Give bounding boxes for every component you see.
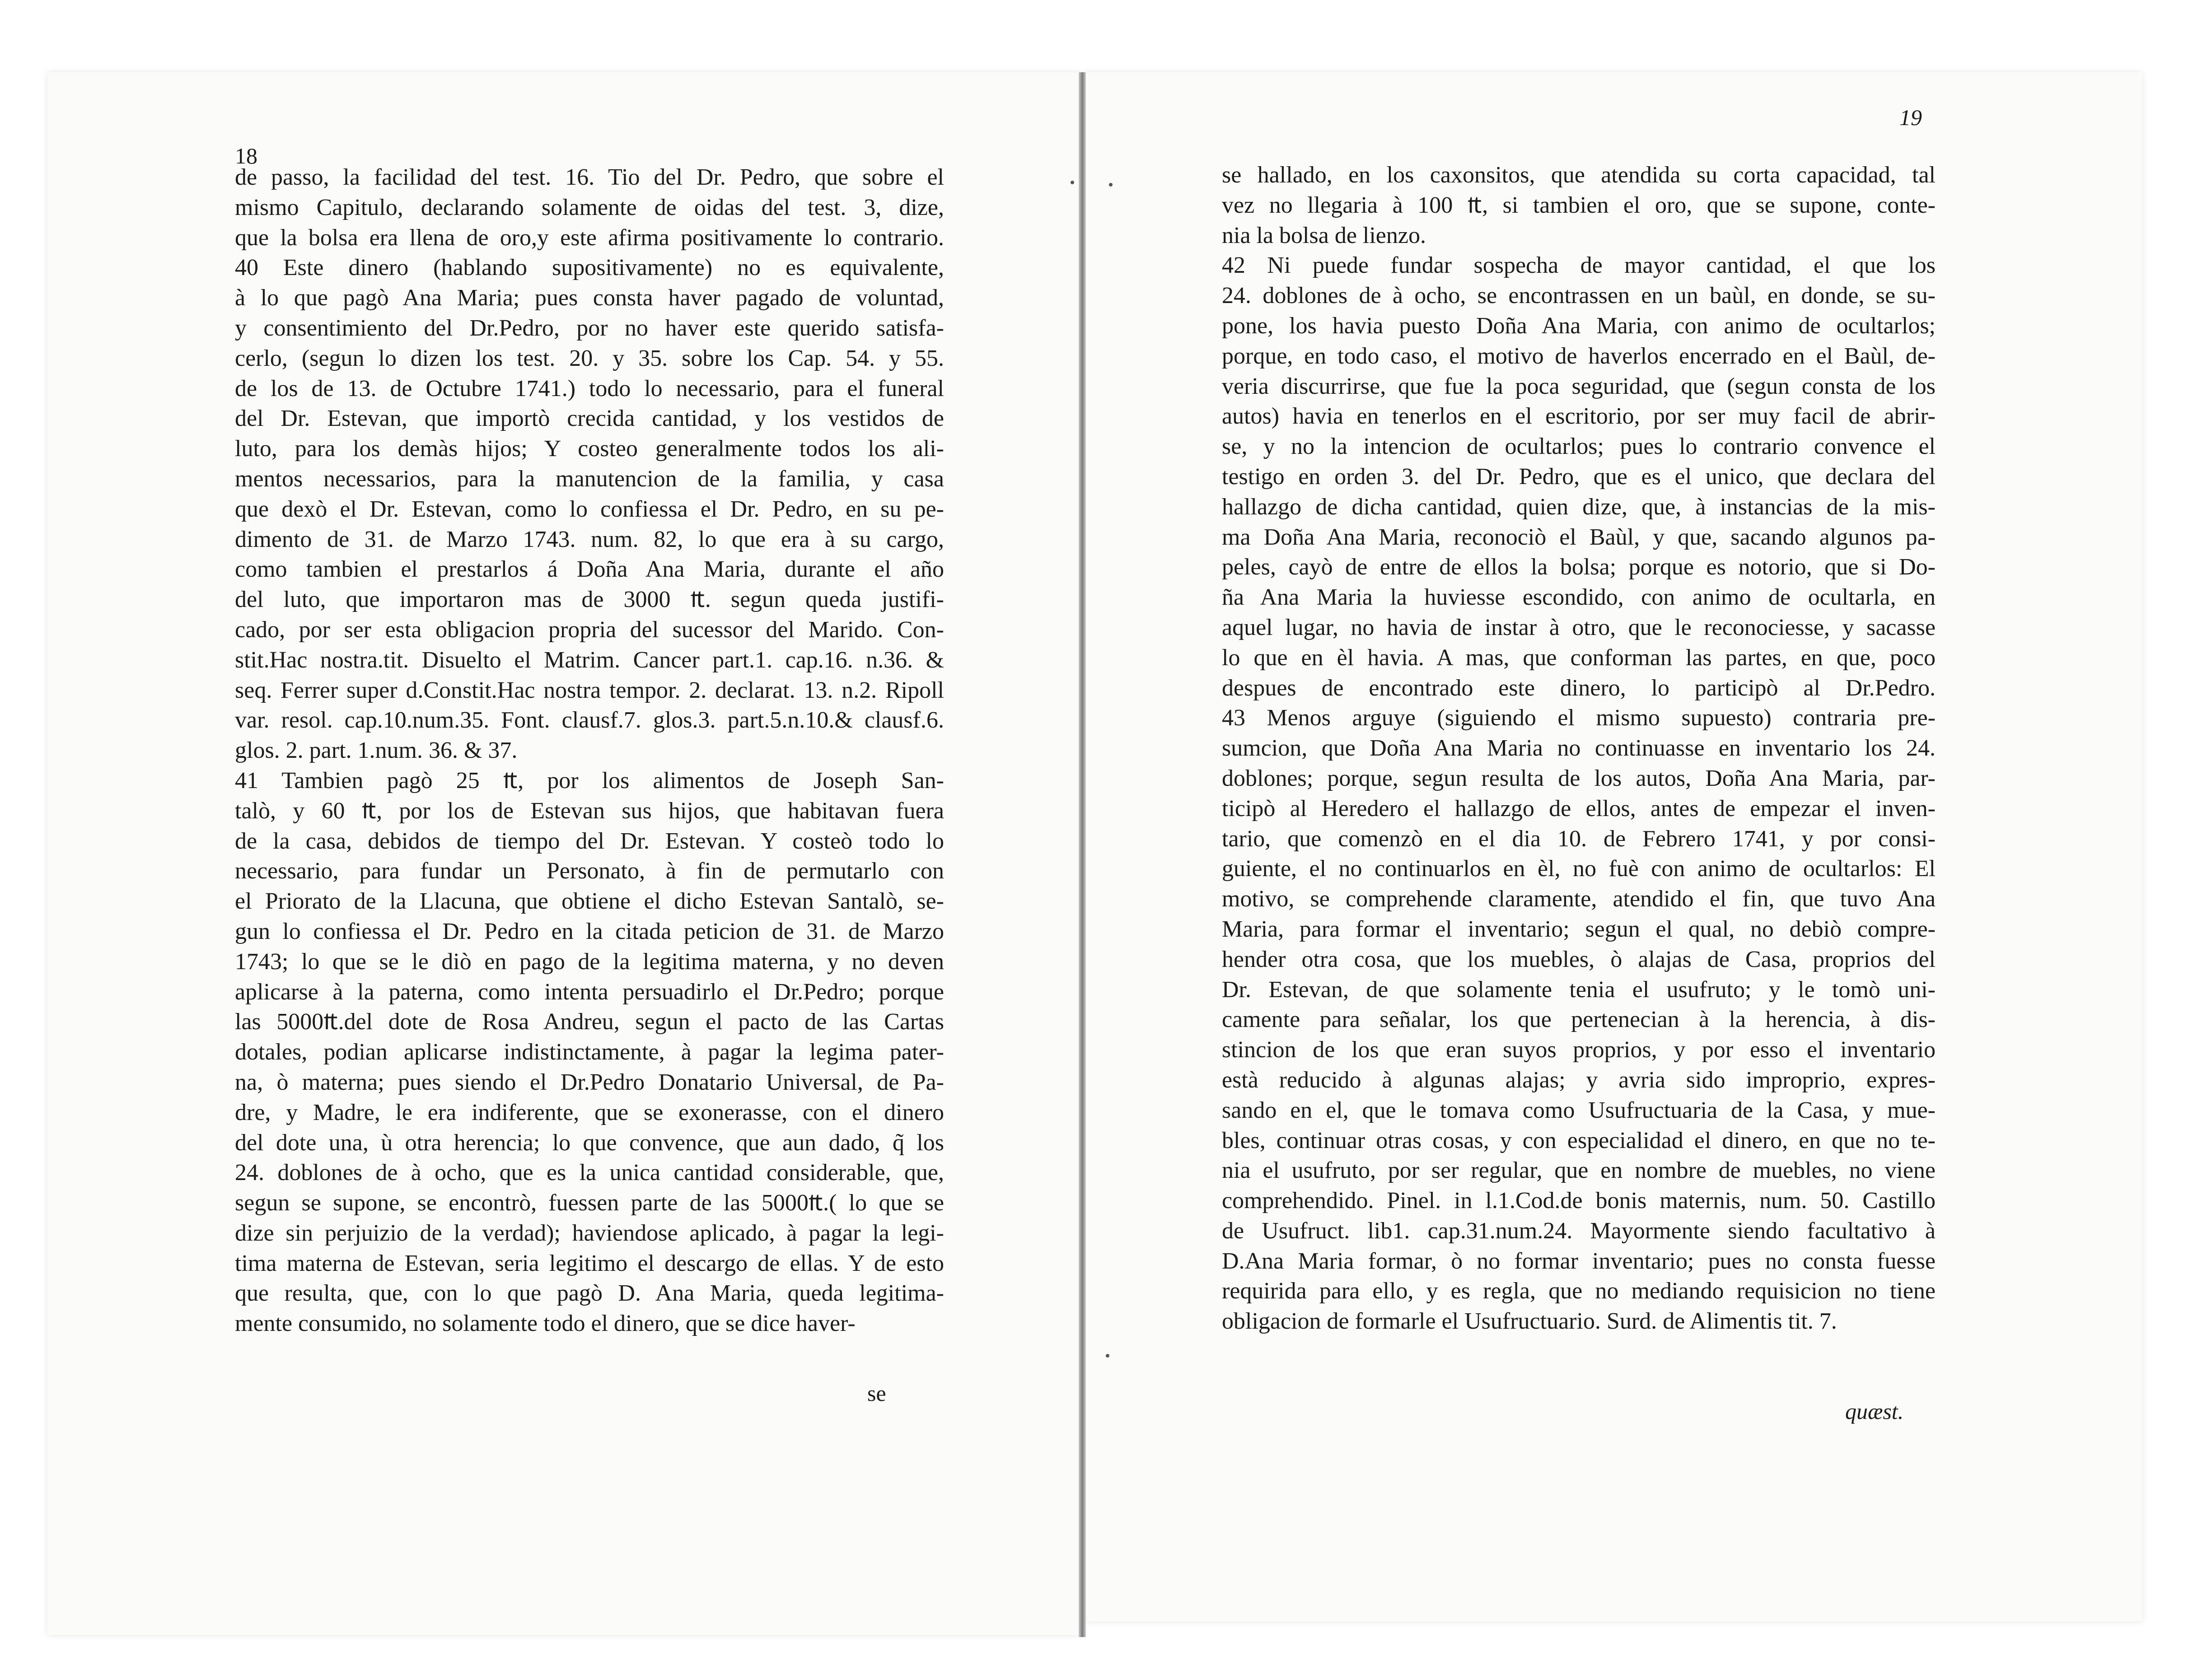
text-line: veria discurrirse, que fue la poca seguridad, que (segun consta de los [1222,373,1936,399]
text-line: que resulta, que, con lo que pagò D. Ana Maria, queda legitima- [235,1280,944,1307]
text-line: ticipò al Heredero el hallazgo de ellos, antes de empezar el inven- [1222,795,1936,821]
text-line: na, ò materna; pues siendo el Dr.Pedro Donatario Universal, de Pa- [235,1069,944,1095]
margin-mark [1109,183,1113,187]
text-line: bles, continuar otras cosas, y con especialidad el dinero, en que no te- [1222,1127,1936,1153]
text-line: stincion de los que eran suyos proprios, y por esso el inventario [1222,1037,1936,1063]
text-line: sando en el, que le tomava como Usufructuaria de la Casa, y mue- [1222,1097,1936,1123]
text-line: dotales, podian aplicarse indistinctamente, à pagar la legima pater- [235,1039,944,1065]
text-line: segun se supone, se encontrò, fuessen parte de las 5000₶.( lo que se [235,1190,944,1216]
text-line: testigo en orden 3. del Dr. Pedro, que es el unico, que declara del [1222,463,1936,490]
text-line: ña Ana Maria la huviesse escondido, con animo de ocultarla, en [1222,584,1936,611]
text-line: aquel lugar, no havia de instar à otro, que le reconociesse, y sacasse [1222,614,1936,640]
text-line: del luto, que importaron mas de 3000 ₶. segun queda justifi- [235,587,944,613]
right-catchword: quæst. [1845,1399,1904,1424]
text-line: camente para señalar, los que pertenecian à la herencia, à dis- [1222,1007,1936,1033]
text-line: dize sin perjuizio de la verdad); haviendose aplicado, à pagar la legi- [235,1220,944,1246]
margin-mark [1071,181,1074,184]
text-line: nia el usufruto, por ser regular, que en nombre de muebles, no viene [1222,1157,1936,1184]
text-line: D.Ana Maria formar, ò no formar inventario; pues no consta fuesse [1222,1248,1936,1274]
text-line: 40 Este dinero (hablando supositivamente) no es equivalente, [235,255,944,281]
text-line: vez no llegaria à 100 ₶, si tambien el oro, que se supone, conte- [1222,192,1936,218]
text-line: 43 Menos arguye (siguiendo el mismo supuesto) contraria pre- [1222,705,1936,731]
text-line: seq. Ferrer super d.Constit.Hac nostra tempor. 2. declarat. 13. n.2. Ripoll [235,677,944,703]
right-page-text [1222,160,1936,1337]
text-line: està reducido à algunas alajas; y avria sido improprio, expres- [1222,1067,1936,1093]
text-line: nia la bolsa de lienzo. [1222,222,1426,248]
text-line: comprehendido. Pinel. in l.1.Cod.de bonis maternis, num. 50. Castillo [1222,1188,1936,1214]
text-line: cerlo, (segun lo dizen los test. 20. y 35. sobre los Cap. 54. y 55. [235,345,944,371]
text-line: necessario, para fundar un Personato, à fin de permutarlo con [235,858,944,884]
text-line: doblones; porque, segun resulta de los autos, Doña Ana Maria, par- [1222,765,1936,791]
left-page-text [235,163,944,1339]
text-line: 42 Ni puede fundar sospecha de mayor cantidad, el que los [1222,252,1936,279]
text-line: ma Doña Ana Maria, reconociò el Baùl, y que, sacando algunos pa- [1222,524,1936,550]
text-line: à lo que pagò Ana Maria; pues consta haver pagado de voluntad, [235,285,944,311]
text-line: pone, los havia puesto Doña Ana Maria, con animo de ocultarlos; [1222,313,1936,339]
text-line: como tambien el prestarlos á Doña Ana Maria, durante el año [235,556,944,583]
text-line: 41 Tambien pagò 25 ₶, por los alimentos de Joseph San- [235,767,944,793]
right-page-number: 19 [1899,105,1922,130]
text-line: se hallado, en los caxonsitos, que atendida su corta capacidad, tal [1222,162,1936,188]
text-line: mismo Capitulo, declarando solamente de oidas del test. 3, dize, [235,194,944,220]
text-line: obligacion de formarle el Usufructuario. Surd. de Alimentis tit. 7. [1222,1308,1837,1335]
text-line: luto, para los demàs hijos; Y costeo generalmente todos los ali- [235,436,944,462]
text-line: de passo, la facilidad del test. 16. Tio del Dr. Pedro, que sobre el [235,164,944,190]
text-line: las 5000₶.del dote de Rosa Andreu, segun el pacto de las Cartas [235,1009,944,1035]
text-line: hallazgo de dicha cantidad, quien dize, que, à instancias de la mis- [1222,494,1936,520]
text-line: cado, por ser esta obligacion propria del sucessor del Marido. Con- [235,616,944,643]
text-line: que la bolsa era llena de oro,y este afirma positivamente lo contrario. [235,224,944,251]
book-gutter [1079,72,1086,1637]
text-line: dimento de 31. de Marzo 1743. num. 82, lo que era à su cargo, [235,526,944,552]
text-line: aplicarse à la paterna, como intenta persuadirlo el Dr.Pedro; porque [235,979,944,1005]
text-line: Dr. Estevan, de que solamente tenia el usufruto; y le tomò uni- [1222,976,1936,1003]
text-line: sumcion, que Doña Ana Maria no continuasse en inventario los 24. [1222,735,1936,761]
text-line: tario, que comenzò en el dia 10. de Febrero 1741, y por consi- [1222,826,1936,852]
text-line: requirida para ello, y es regla, que no mediando requisicion no tiene [1222,1278,1936,1304]
text-line: gun lo confiessa el Dr. Pedro en la citada peticion de 31. de Marzo [235,918,944,944]
text-line: el Priorato de la Llacuna, que obtiene el dicho Estevan Santalò, se- [235,888,944,915]
text-line: glos. 2. part. 1.num. 36. & 37. [235,737,518,764]
text-line: del Dr. Estevan, que importò crecida cantidad, y los vestidos de [235,406,944,432]
text-line: mentos necessarios, para la manutencion de la familia, y casa [235,466,944,492]
text-line: dre, y Madre, le era indiferente, que se exonerasse, con el dinero [235,1099,944,1125]
margin-mark [1106,1354,1109,1358]
left-catchword: se [867,1381,886,1406]
text-line: de Usufruct. lib1. cap.31.num.24. Mayormente siendo facultativo à [1222,1218,1936,1244]
text-line: talò, y 60 ₶, por los de Estevan sus hijos, que habitavan fuera [235,798,944,824]
text-line: porque, en todo caso, el motivo de haverlos encerrado en el Baùl, de- [1222,343,1936,369]
text-line: guiente, el no continuarlos en èl, no fuè con animo de ocultarlos: El [1222,856,1936,882]
text-line: se, y no la intencion de ocultarlos; pues lo contrario convence el [1222,434,1936,460]
text-line: que dexò el Dr. Estevan, como lo confiessa el Dr. Pedro, en su pe- [235,496,944,522]
text-line: de los de 13. de Octubre 1741.) todo lo necessario, para el funeral [235,375,944,401]
text-line: 24. doblones de à ocho, se encontrassen en un baùl, en donde, se su- [1222,283,1936,309]
text-line: de la casa, debidos de tiempo del Dr. Estevan. Y costeò todo lo [235,828,944,854]
text-line: 1743; lo que se le diò en pago de la legitima materna, y no deven [235,948,944,975]
left-page-number: 18 [235,143,257,168]
text-line: mente consumido, no solamente todo el dinero, que se dice haver- [235,1311,856,1337]
text-line: 24. doblones de à ocho, que es la unica cantidad considerable, que, [235,1160,944,1186]
text-line: lo que en èl havia. A mas, que conforman las partes, en que, poco [1222,644,1936,671]
text-line: hender otra cosa, que los muebles, ò alajas de Casa, proprios del [1222,946,1936,972]
text-line: stit.Hac nostra.tit. Disuelto el Matrim. Cancer part.1. cap.16. n.36. & [235,647,944,673]
text-line: tima materna de Estevan, seria legitimo el descargo de ellas. Y de esto [235,1250,944,1276]
text-line: y consentimiento del Dr.Pedro, por no haver este querido satisfa- [235,315,944,341]
text-line: del dote una, ù otra herencia; lo que convence, que aun dado, q̃ los [235,1129,944,1156]
text-line: motivo, se comprehende claramente, atendido el fin, que tuvo Ana [1222,886,1936,912]
text-line: autos) havia en tenerlos en el escritorio, por ser muy facil de abrir- [1222,403,1936,429]
text-line: despues de encontrado este dinero, lo participò al Dr.Pedro. [1222,675,1936,701]
text-line: peles, cayò de entre de ellos la bolsa; porque es notorio, que si Do- [1222,554,1936,580]
text-line: var. resol. cap.10.num.35. Font. clausf.7. glos.3. part.5.n.10.& clausf.6. [235,707,944,733]
text-line: Maria, para formar el inventario; segun el qual, no debiò compre- [1222,916,1936,942]
